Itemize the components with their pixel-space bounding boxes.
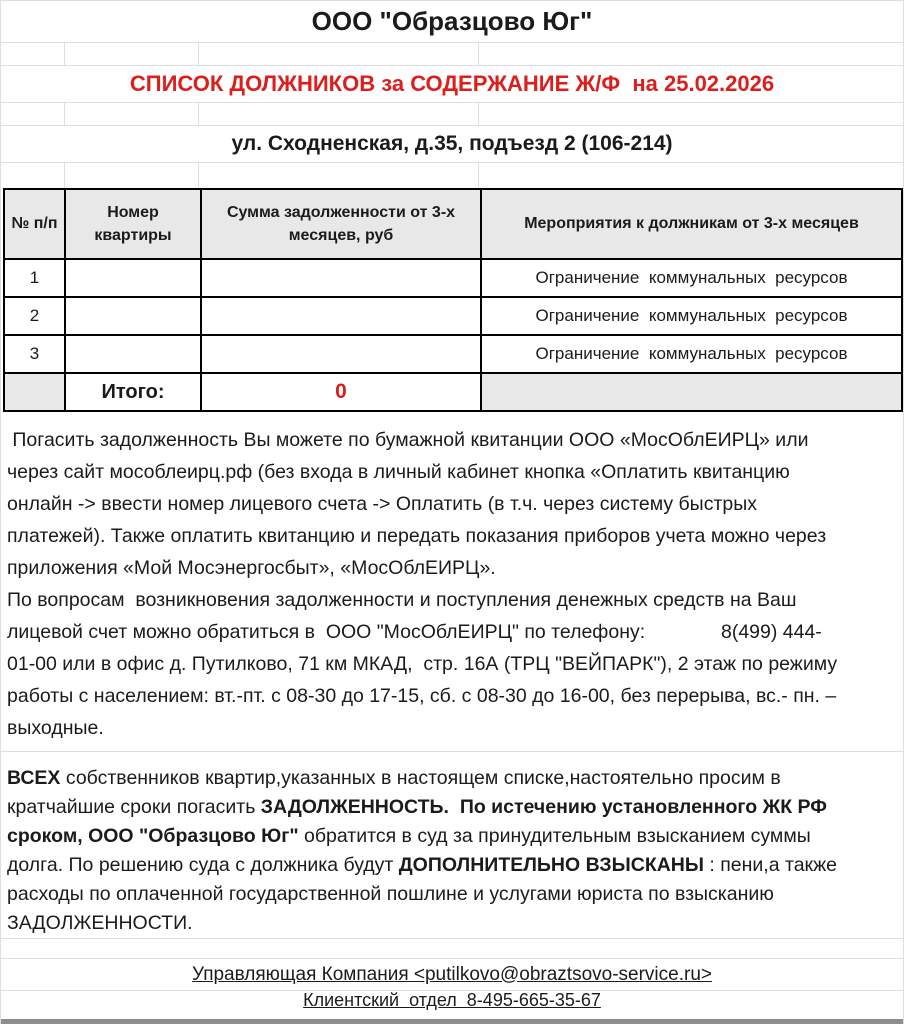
client-department-line xyxy=(1,991,903,1009)
text-line xyxy=(7,880,897,909)
text-segment: приложения «Мой Мосэнергосбыт», «МосОблЕИРЦ». xyxy=(7,557,496,579)
action-cell: Ограничение коммунальных ресурсов xyxy=(481,335,902,373)
text-line xyxy=(7,851,897,880)
text-line xyxy=(7,793,897,822)
grid-cell xyxy=(199,43,479,65)
address-line: ул. Сходненская, д.35, подъезд 2 (106-214) xyxy=(1,126,903,163)
row-number-cell: 2 xyxy=(4,297,65,335)
total-row xyxy=(4,373,902,411)
list-title: СПИСОК ДОЛЖНИКОВ за СОДЕРЖАНИЕ Ж/Ф на 25.02.2026 xyxy=(1,66,903,103)
row-number-cell: 3 xyxy=(4,335,65,373)
debt-table-body xyxy=(4,259,902,373)
text-segment: 01-00 или в офис д. Путилково, 71 км МКАД, стр. 16А (ТРЦ "ВЕЙПАРК"), 2 этаж по режиму xyxy=(7,653,838,675)
grid-cell xyxy=(479,163,903,188)
grid-cell xyxy=(65,103,199,125)
text-segment: расходы по оплаченной государственной пошлине и услугами юриста по взысканию xyxy=(7,883,774,905)
text-line xyxy=(7,764,897,793)
text-line xyxy=(7,680,897,712)
spacer-row xyxy=(1,163,903,188)
bottom-edge-bar xyxy=(1,1019,903,1024)
grid-cell xyxy=(65,43,199,65)
text-line xyxy=(7,424,897,456)
text-line xyxy=(7,648,897,680)
text-segment: По вопросам возникновения задолженности и поступления денежных средств на Ваш xyxy=(7,589,797,611)
grid-cell xyxy=(1,43,65,65)
text-segment: : пени,а также xyxy=(703,854,837,876)
apartment-cell xyxy=(65,259,201,297)
column-header-amount: Сумма задолженности от 3-х месяцев, руб xyxy=(201,189,481,259)
debtors-table xyxy=(3,188,903,412)
text-line xyxy=(7,456,897,488)
apartment-cell xyxy=(65,297,201,335)
total-empty-cell xyxy=(481,373,902,411)
bold-text-segment: ДОПОЛНИТЕЛЬНО ВЗЫСКАНЫ xyxy=(398,854,704,876)
grid-cell xyxy=(65,163,199,188)
grid-cell xyxy=(479,103,903,125)
grid-cell xyxy=(199,103,479,125)
column-header-actions: Мероприятия к должникам от 3-х месяцев xyxy=(481,189,902,259)
text-segment: ЗАДОЛЖЕННОСТИ. xyxy=(7,912,193,934)
table-row xyxy=(4,297,902,335)
bold-text-segment: ЗАДОЛЖЕННОСТЬ. xyxy=(260,796,449,818)
text-line xyxy=(7,552,897,584)
total-label: Итого: xyxy=(65,373,201,411)
bold-text-segment: ВСЕХ xyxy=(7,767,61,789)
text-segment: собственников квартир,указанных в настоящем списке,настоятельно просим в xyxy=(60,767,781,789)
amount-cell xyxy=(201,297,481,335)
table-row xyxy=(4,259,902,297)
company-title: ООО "Образцово Юг" xyxy=(1,1,903,43)
spacer-row xyxy=(1,939,903,959)
table-row xyxy=(4,335,902,373)
text-segment: работы с населением: вт.-пт. с 08-30 до 17-15, сб. с 08-30 до 16-00, без перерыва, вс.- пн. – xyxy=(7,685,837,707)
column-header-apartment: Номер квартиры xyxy=(65,189,201,259)
grid-cell xyxy=(1,163,65,188)
spacer-row xyxy=(1,103,903,126)
bold-text-segment: сроком, ООО "Образцово Юг" xyxy=(7,825,299,847)
text-line xyxy=(7,712,897,744)
grid-cell xyxy=(479,43,903,65)
total-value: 0 xyxy=(201,373,481,411)
management-contact-text: Управляющая Компания <putilkovo@obraztsovo-service.ru> xyxy=(191,963,712,985)
total-empty-cell xyxy=(4,373,65,411)
payment-info-text xyxy=(1,412,903,752)
action-cell: Ограничение коммунальных ресурсов xyxy=(481,297,902,335)
text-segment: Погасить задолженность Вы можете по бумажной квитанции ООО «МосОблЕИРЦ» или xyxy=(7,429,809,451)
text-line xyxy=(7,520,897,552)
amount-cell xyxy=(201,335,481,373)
text-line xyxy=(7,909,897,938)
management-contact-line xyxy=(1,959,903,991)
client-department-text: Клиентский отдел 8-495-665-35-67 xyxy=(303,990,601,1010)
apartment-cell xyxy=(65,335,201,373)
text-line xyxy=(7,488,897,520)
row-number-cell: 1 xyxy=(4,259,65,297)
text-segment: обратится в суд за принудительным взысканием суммы xyxy=(298,825,811,847)
text-segment xyxy=(449,796,460,818)
text-segment: кратчайшие сроки погасить xyxy=(7,796,261,818)
spacer-row xyxy=(1,43,903,66)
amount-cell xyxy=(201,259,481,297)
warning-text xyxy=(1,752,903,939)
action-cell: Ограничение коммунальных ресурсов xyxy=(481,259,902,297)
text-segment: онлайн -> ввести номер лицевого счета -> Оплатить (в т.ч. через систему быстрых xyxy=(7,493,757,515)
text-segment: платежей). Также оплатить квитанцию и передать показания приборов учета можно через xyxy=(7,525,827,547)
text-line xyxy=(7,584,897,616)
text-segment: выходные. xyxy=(7,717,104,739)
grid-cell xyxy=(1,103,65,125)
text-line xyxy=(7,616,897,648)
text-line xyxy=(7,822,897,851)
text-segment: лицевой счет можно обратиться в ООО "МосОблЕИРЦ" по телефону: 8(499) 444- xyxy=(7,621,822,643)
text-segment: через сайт мособлеирц.рф (без входа в личный кабинет кнопка «Оплатить квитанцию xyxy=(7,461,790,483)
column-header-index: № п/п xyxy=(4,189,65,259)
bold-text-segment: По истечению установленного ЖК РФ xyxy=(459,796,827,818)
text-segment: долга. По решению суда с должника будут xyxy=(7,854,399,876)
grid-cell xyxy=(199,163,479,188)
table-header-row xyxy=(4,189,902,259)
